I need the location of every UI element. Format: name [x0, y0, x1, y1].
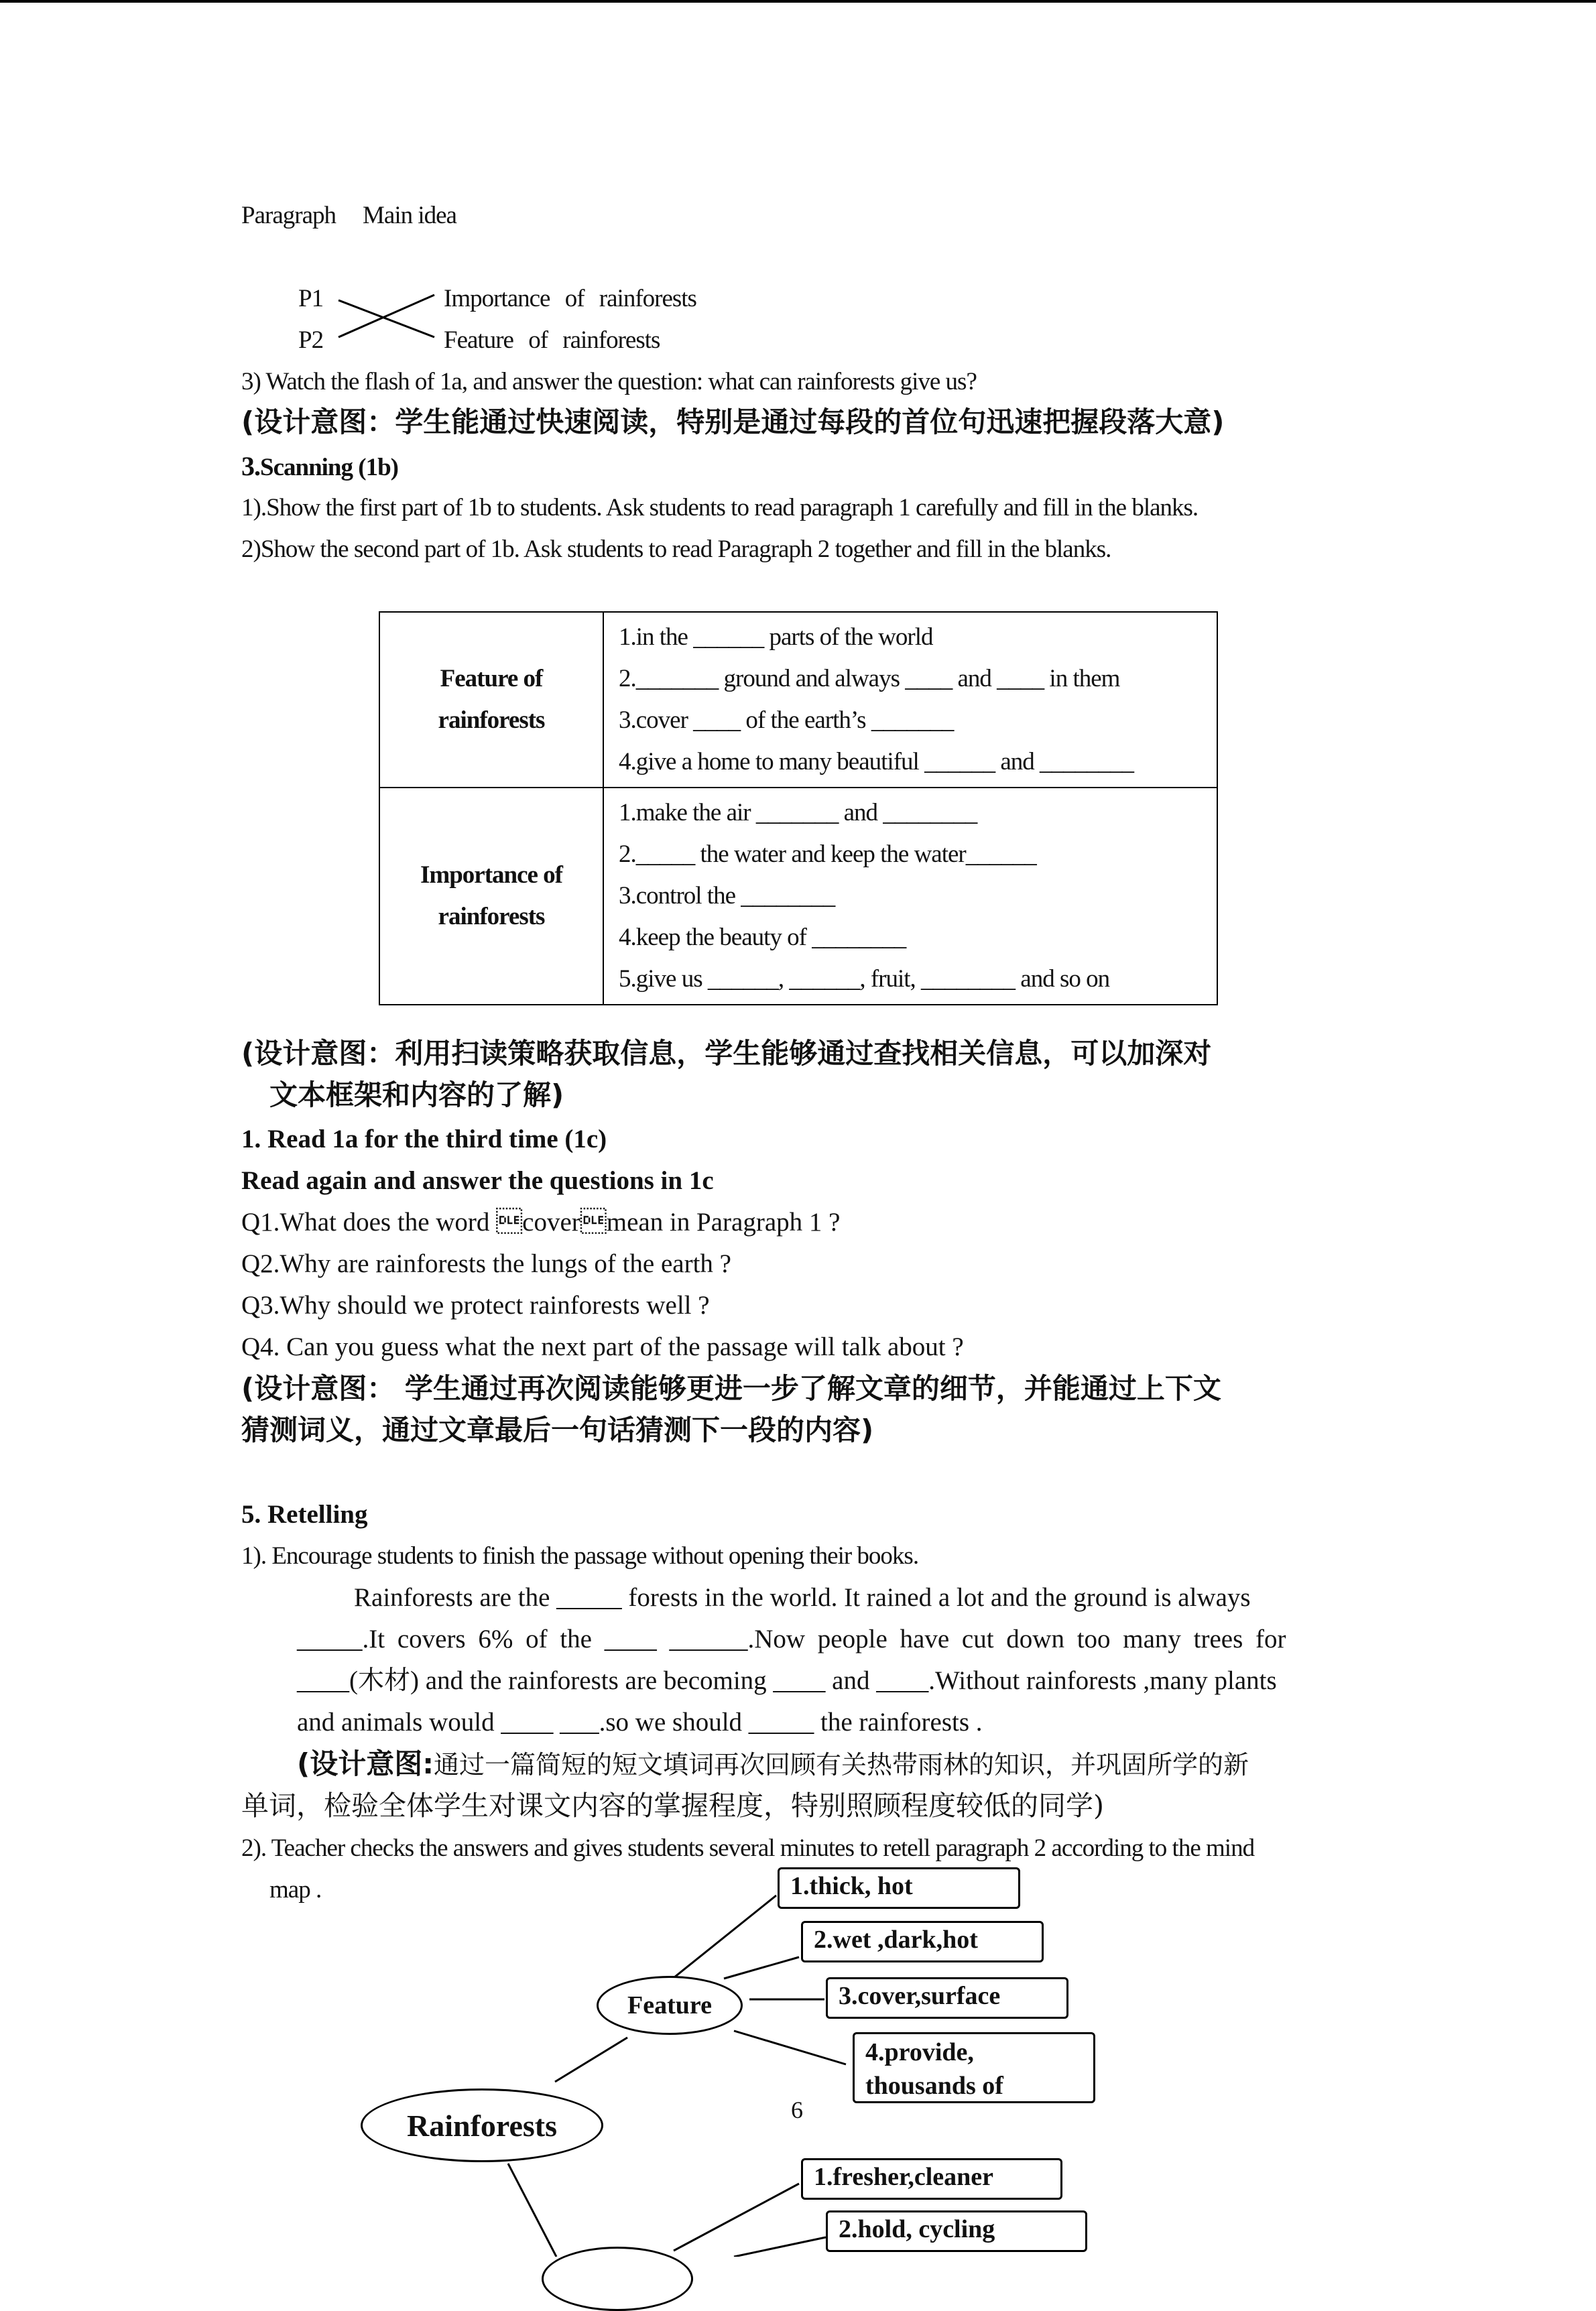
- read-third-time-heading: 1. Read 1a for the third time (1c): [241, 1125, 607, 1153]
- list-item: 1.in the ______ parts of the world: [619, 623, 933, 651]
- scanning-title: Scanning (1b): [260, 454, 398, 481]
- importance-header: Importance of rainforests: [379, 788, 603, 1005]
- mindmap-feature-item-3: 3.cover,surface: [826, 1977, 1068, 2019]
- retelling-step-2b: map .: [269, 1876, 322, 1903]
- design-label: (设计意图:: [297, 1747, 434, 1780]
- mindmap-center-rainforests: Rainforests: [361, 2088, 603, 2162]
- paragraph-header: Paragraph: [241, 202, 336, 229]
- list-item: 5.give us ______, ______, fruit, ________ and so on: [619, 965, 1110, 993]
- retelling-heading: 5. Retelling: [241, 1500, 368, 1529]
- list-item: 4.give a home to many beautiful ______ and ________: [619, 748, 1133, 775]
- design-intent-3b: 猜测词义，通过文章最后一句话猜测下一段的内容): [241, 1414, 874, 1446]
- question-4: Q4. Can you guess what the next part of the passage will talk about ?: [241, 1332, 964, 1361]
- design-intent-1: (设计意图：学生能通过快速阅读，特别是通过每段的首位句迅速把握段落大意): [241, 405, 1225, 438]
- match-right-1: Importance of rainforests: [444, 285, 696, 312]
- design-intent-2b: 文本框架和内容的了解): [269, 1078, 564, 1111]
- mindmap-importance-item-2: 2.hold, cycling: [826, 2210, 1087, 2252]
- list-item: 2._____ the water and keep the water______: [619, 840, 1036, 868]
- design-intent-3a: (设计意图： 学生通过再次阅读能够更进一步了解文章的细节，并能通过上下文: [241, 1372, 1221, 1405]
- design-text: 通过一篇简短的短文填词再次回顾有关热带雨林的知识，并巩固所学的新: [434, 1750, 1249, 1779]
- question-3: Q3.Why should we protect rainforests well ?: [241, 1291, 710, 1320]
- design-intent-2a: (设计意图：利用扫读策略获取信息，学生能够通过查找相关信息，可以加深对: [241, 1037, 1212, 1070]
- mindmap-feature-item-1: 1.thick, hot: [778, 1867, 1020, 1909]
- mindmap-feature-node: Feature: [597, 1976, 743, 2035]
- match-left-p2: P2: [298, 326, 324, 354]
- feature-header: Feature of rainforests: [379, 612, 603, 788]
- cloze-line-2: _____.It covers 6% of the ____ ______.Now people have cut down too many trees for: [297, 1625, 1286, 1653]
- list-item: 1.make the air _______ and ________: [619, 799, 977, 826]
- scanning-number: 3.: [241, 451, 260, 481]
- watch-flash-line: 3) Watch the flash of 1a, and answer the question: what can rainforests give us?: [241, 368, 977, 395]
- scanning-step-1: 1).Show the first part of 1b to students. Ask students to read paragraph 1 carefully and fill in the blanks.: [241, 494, 1199, 521]
- mindmap-importance-item-1: 1.fresher,cleaner: [801, 2158, 1062, 2200]
- read-again-subheading: Read again and answer the questions in 1c: [241, 1166, 714, 1195]
- list-item: 4.keep the beauty of ________: [619, 924, 906, 951]
- cloze-line-3: ____(木材) and the rainforests are becoming ____ and ____.Without rainforests ,many plants: [297, 1666, 1277, 1695]
- list-item: 3.control the ________: [619, 882, 835, 910]
- cloze-line-4: and animals would ____ ___.so we should _____ the rainforests .: [297, 1708, 983, 1737]
- design-intent-4b: 单词，检验全体学生对课文内容的掌握程度，特别照顾程度较低的同学): [241, 1790, 1104, 1822]
- mindmap-feature-item-2: 2.wet ,dark,hot: [801, 1921, 1044, 1962]
- mindmap-feature-item-4: 4.provide, thousands of: [853, 2032, 1095, 2103]
- match-right-2: Feature of rainforests: [444, 326, 660, 354]
- page-number: 6: [791, 2097, 803, 2123]
- mindmap-importance-node: [542, 2247, 693, 2311]
- retelling-step-1: 1). Encourage students to finish the passage without opening their books.: [241, 1542, 919, 1570]
- question-1: Q1.What does the word covermean in Paragraph 1 ?: [241, 1208, 841, 1237]
- cloze-line-1: Rainforests are the _____ forests in the world. It rained a lot and the ground is always: [354, 1583, 1251, 1612]
- scanning-step-2: 2)Show the second part of 1b. Ask students to read Paragraph 2 together and fill in the blanks.: [241, 536, 1111, 563]
- main-idea-header: Main idea: [363, 202, 456, 229]
- retelling-step-2a: 2). Teacher checks the answers and gives students several minutes to retell paragraph 2 according to the mind: [241, 1834, 1255, 1862]
- question-2: Q2.Why are rainforests the lungs of the earth ?: [241, 1249, 731, 1278]
- list-item: 2._______ ground and always ____ and ____ in them: [619, 665, 1120, 692]
- list-item: 3.cover ____ of the earth’s _______: [619, 706, 954, 734]
- match-left-p1: P1: [298, 285, 324, 312]
